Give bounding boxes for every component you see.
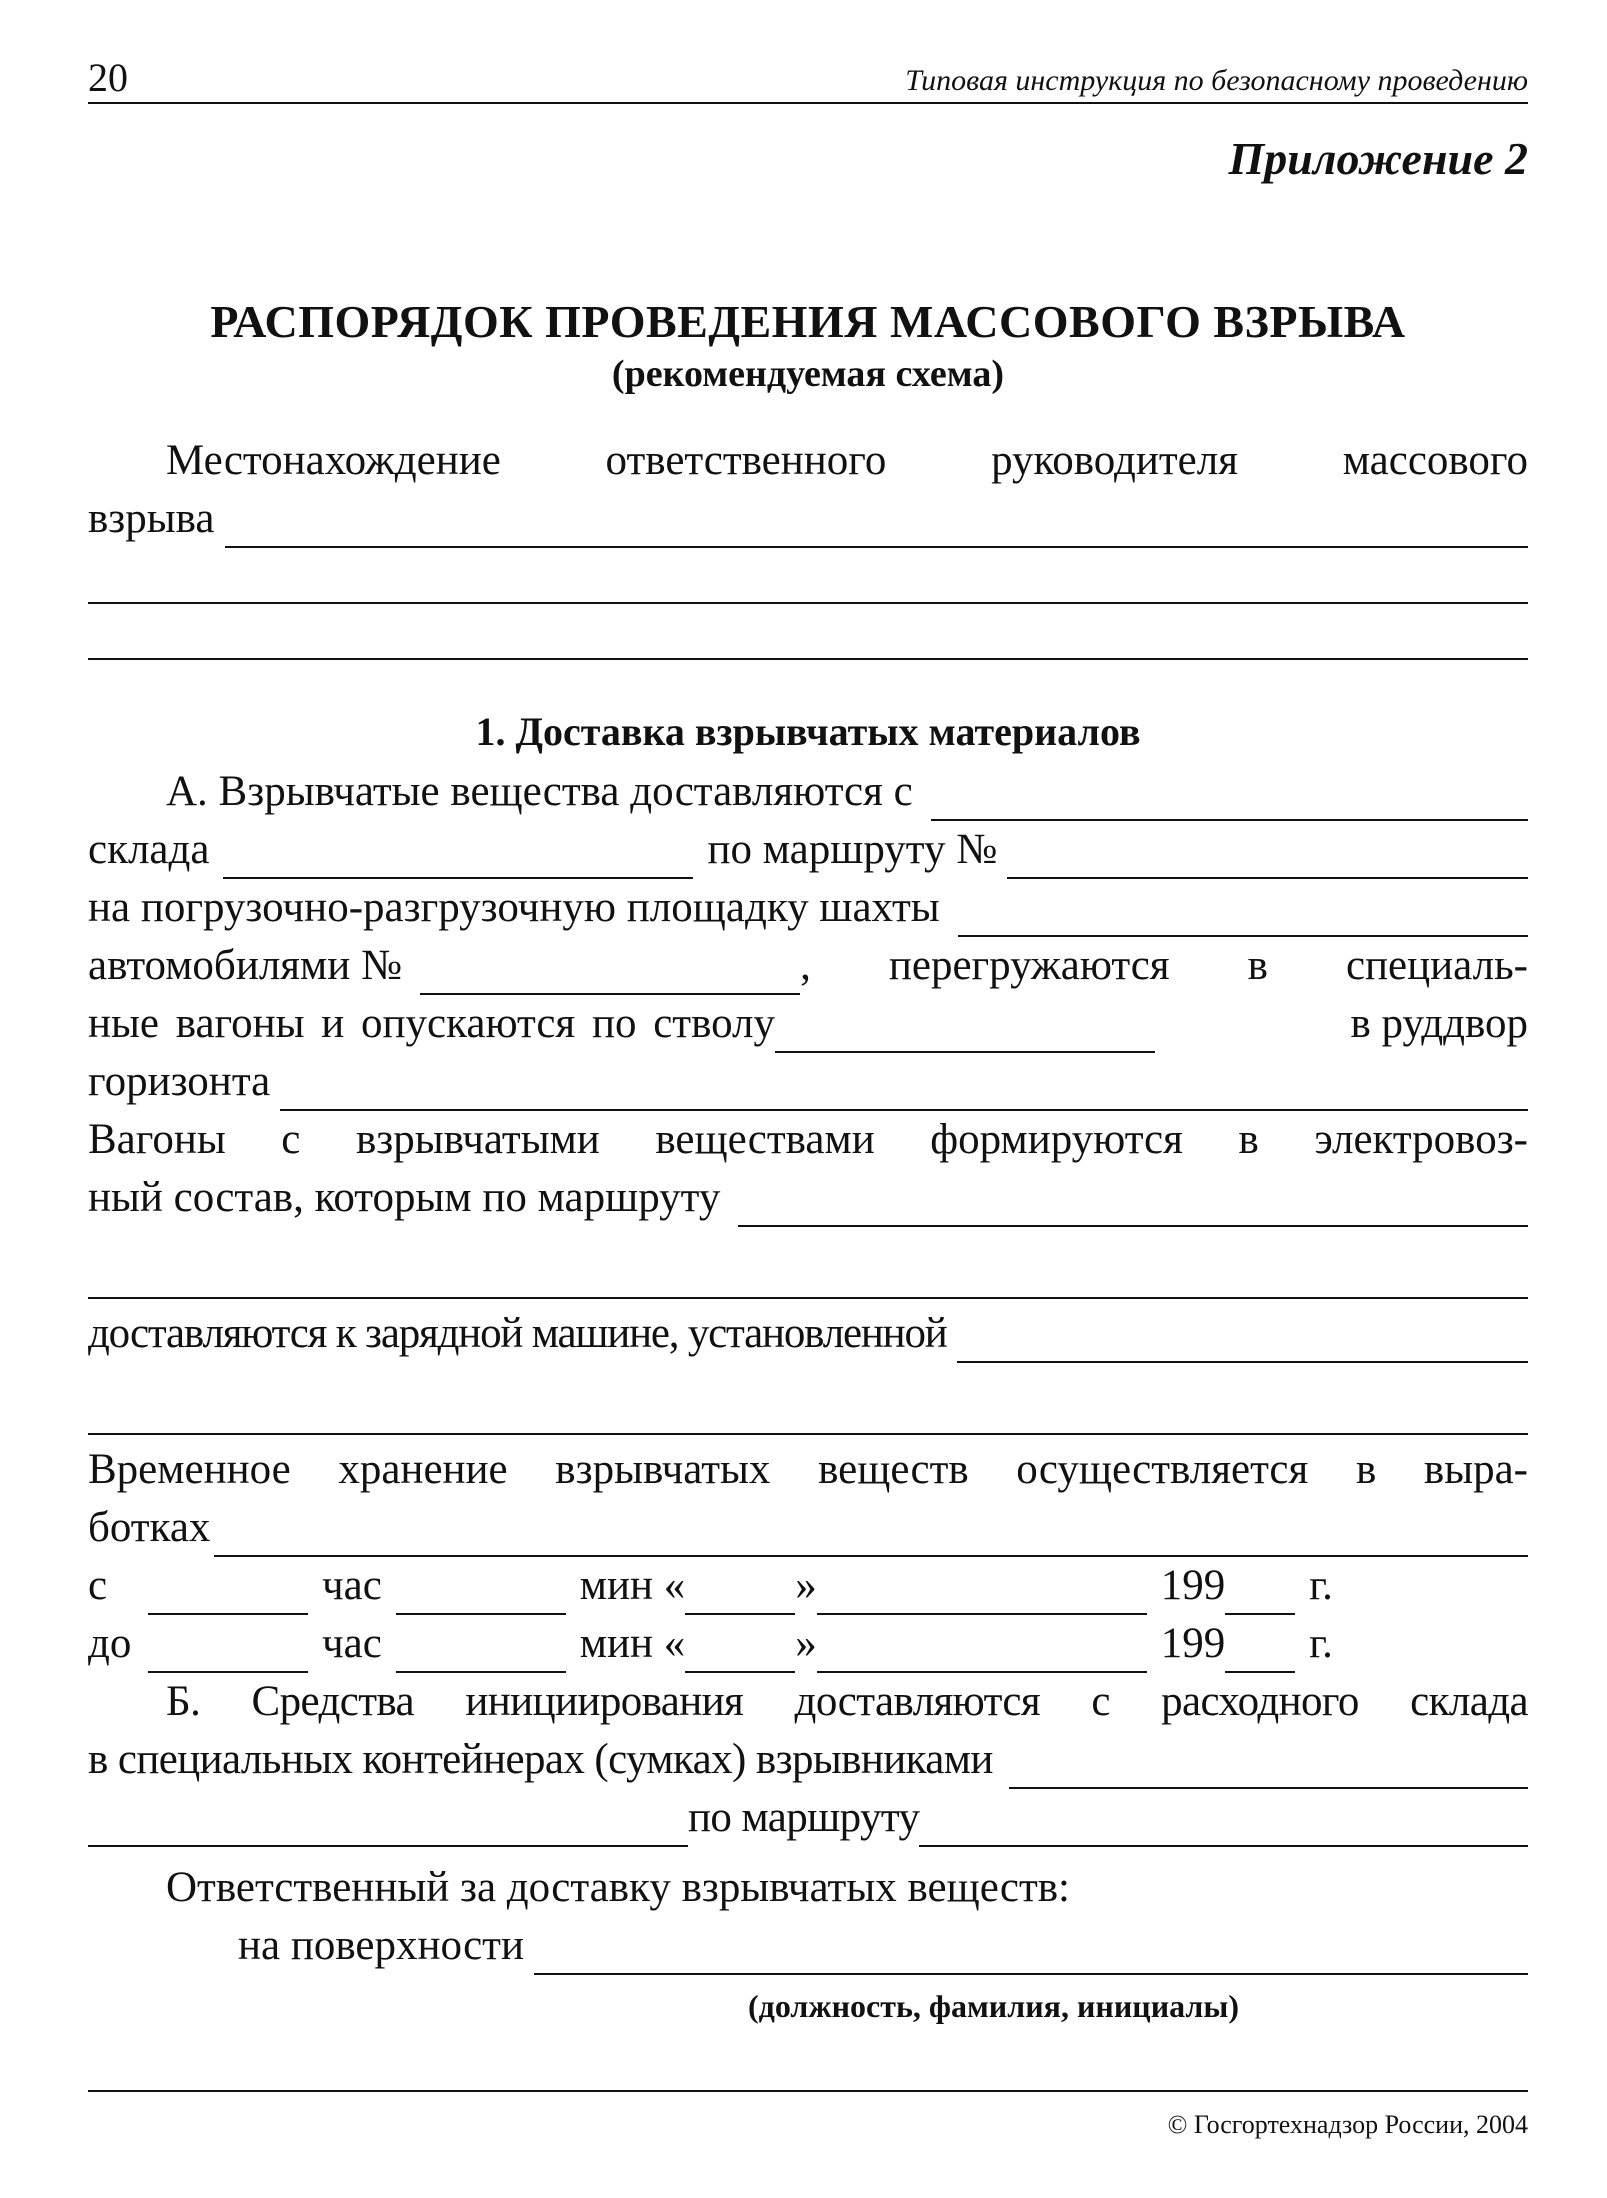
appendix-label: Приложение 2	[1228, 133, 1528, 184]
section-1-body	[88, 763, 1528, 2035]
page-number: 20	[88, 55, 128, 100]
field-storage-workings[interactable]	[214, 1515, 1528, 1557]
location-line-2	[88, 490, 1528, 548]
text-a3: на погрузочно-разгрузочную площадку шахты	[88, 884, 940, 931]
line-a2	[88, 821, 1528, 879]
field-responsible-surface[interactable]	[534, 1933, 1528, 1975]
field-from-year[interactable]	[1225, 1573, 1295, 1615]
line-to-time	[88, 1615, 1528, 1673]
location-field-extra-1[interactable]	[88, 562, 1528, 604]
line-a11	[88, 1499, 1528, 1557]
field-vehicle-number[interactable]	[420, 953, 800, 995]
page-header	[88, 55, 1528, 104]
document-title: РАСПОРЯДОК ПРОВЕДЕНИЯ МАССОВОГО ВЗРЫВА	[210, 296, 1406, 347]
field-to-month[interactable]	[817, 1631, 1147, 1673]
text-a4-2: , перегружаются в специаль-	[800, 942, 1528, 989]
text-a8: ный состав, которым по маршруту	[88, 1174, 721, 1221]
text-to: до	[88, 1620, 132, 1667]
line-a8	[88, 1169, 1528, 1227]
text-a9: доставляются к зарядной машине, установленной	[88, 1310, 947, 1357]
location-block	[88, 432, 1528, 660]
copyright: © Госгортехнадзор России, 2004	[1167, 2110, 1528, 2139]
field-caption: (должность, фамилия, инициалы)	[748, 1988, 1239, 2024]
field-source[interactable]	[931, 779, 1528, 821]
line-a1	[88, 763, 1528, 821]
text-a10: Временное хранение взрывчатых веществ осуществляется в выра-	[88, 1446, 1528, 1493]
text-min-to: мин «	[579, 1620, 686, 1667]
line-a9	[88, 1305, 1528, 1363]
text-quote-to: »	[795, 1620, 817, 1667]
text-b3: по маршруту	[688, 1794, 920, 1841]
location-text-1: Местонахождение ответственного руководителя массового	[166, 437, 1528, 484]
location-field[interactable]	[225, 506, 1528, 548]
text-year-from: 199	[1160, 1562, 1226, 1609]
text-a5-2: в руддвор	[1350, 1000, 1528, 1047]
line-a10	[88, 1441, 1528, 1499]
field-warehouse[interactable]	[223, 837, 693, 879]
text-a2-1: склада	[88, 826, 210, 873]
field-initiation-route[interactable]	[919, 1805, 1528, 1847]
field-blasters[interactable]	[1009, 1747, 1528, 1789]
line-b1	[88, 1673, 1528, 1731]
line-b3	[88, 1789, 1528, 1847]
field-shaft-name[interactable]	[775, 1011, 1155, 1053]
location-field-extra-2[interactable]	[88, 618, 1528, 660]
text-a7: Вагоны с взрывчатыми веществами формируются в электровоз-	[88, 1116, 1528, 1163]
field-to-hour[interactable]	[148, 1631, 308, 1673]
document-page	[88, 55, 1528, 2035]
field-shaft[interactable]	[958, 895, 1528, 937]
location-line-1	[88, 432, 1528, 490]
field-train-route-extra[interactable]	[88, 1257, 1528, 1299]
text-a1: А. Взрывчатые вещества доставляются с	[166, 768, 913, 815]
text-a2-2: по маршруту №	[707, 826, 998, 873]
text-hour-from: час	[322, 1562, 382, 1609]
text-a5-1: ные вагоны и опускаются по стволу	[88, 1000, 775, 1047]
field-to-year[interactable]	[1225, 1631, 1295, 1673]
field-charging-machine-extra[interactable]	[88, 1393, 1528, 1435]
field-from-min[interactable]	[396, 1573, 566, 1615]
text-b2: в специальных контейнерах (сумках) взрывниками	[88, 1736, 993, 1783]
text-from: с	[88, 1562, 108, 1609]
field-horizon[interactable]	[280, 1069, 1528, 1111]
line-resp2	[88, 1917, 1528, 1975]
line-a6	[88, 1053, 1528, 1111]
footer-rule	[88, 2090, 1528, 2092]
line-a4	[88, 937, 1528, 995]
section-1-heading: 1. Доставка взрывчатых материалов	[475, 709, 1141, 754]
running-title: Типовая инструкция по безопасному проведению	[905, 64, 1528, 97]
field-to-min[interactable]	[396, 1631, 566, 1673]
text-year-to: 199	[1160, 1620, 1226, 1667]
field-blasters-extra[interactable]	[88, 1805, 688, 1847]
text-b1: Б. Средства инициирования доставляются с расходного склада	[166, 1678, 1528, 1725]
line-b2	[88, 1731, 1528, 1789]
field-route-number[interactable]	[1007, 837, 1528, 879]
text-min-from: мин «	[579, 1562, 686, 1609]
line-resp1	[88, 1859, 1528, 1917]
text-hour-to: час	[322, 1620, 382, 1667]
text-quote-from: »	[795, 1562, 817, 1609]
field-to-day[interactable]	[685, 1631, 795, 1673]
field-from-month[interactable]	[817, 1573, 1147, 1615]
text-resp1: Ответственный за доставку взрывчатых веществ:	[166, 1864, 1070, 1911]
field-train-route[interactable]	[738, 1185, 1528, 1227]
location-text-2: взрыва	[88, 495, 215, 542]
field-from-hour[interactable]	[148, 1573, 308, 1615]
text-a11: ботках	[88, 1504, 211, 1551]
text-a6: горизонта	[88, 1058, 271, 1105]
document-subtitle: (рекомендуемая схема)	[611, 353, 1005, 395]
line-from-time	[88, 1557, 1528, 1615]
field-charging-machine[interactable]	[957, 1321, 1528, 1363]
line-a5	[88, 995, 1528, 1053]
text-a4-1: автомобилями №	[88, 942, 403, 989]
text-resp2: на поверхности	[238, 1922, 524, 1969]
line-a7	[88, 1111, 1528, 1169]
field-from-day[interactable]	[685, 1573, 795, 1615]
line-a3	[88, 879, 1528, 937]
text-year-suffix-from: г.	[1309, 1562, 1333, 1609]
text-year-suffix-to: г.	[1309, 1620, 1333, 1667]
